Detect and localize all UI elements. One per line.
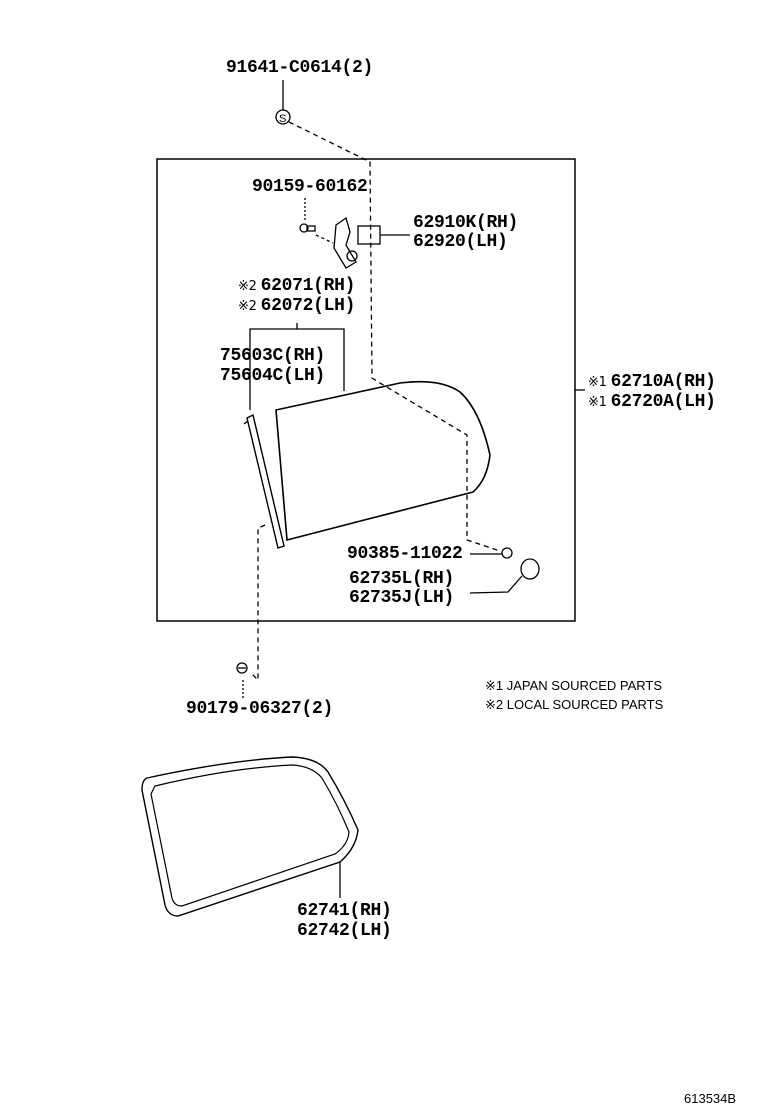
note-local-sourced: ※2 LOCAL SOURCED PARTS	[485, 697, 664, 712]
label-clip: 90385-11022	[347, 544, 463, 564]
drawing-stroke	[358, 226, 380, 244]
label-hinge-lh: 62920(LH)	[413, 232, 508, 252]
clip-bottom-icon	[237, 663, 247, 673]
label-cushion-rh: 62735L(RH)	[349, 569, 455, 589]
label-weatherstrip-rh: 62741(RH)	[297, 901, 392, 921]
label-glass-local-lh	[238, 297, 355, 316]
label-hinge-rh: 62910K(RH)	[413, 213, 519, 233]
label-clip-bottom: 90179-06327(2)	[186, 699, 334, 719]
note-japan-sourced: ※1 JAPAN SOURCED PARTS	[485, 678, 663, 693]
quarter-glass	[276, 382, 490, 540]
weatherstrip	[142, 757, 358, 916]
leader-line	[470, 576, 522, 593]
mark-1: ※1	[588, 395, 607, 410]
part-number: 62710A(RH)	[610, 372, 716, 392]
label-screw-top: 91641-C0614(2)	[226, 58, 374, 78]
mark-2: ※2	[238, 279, 257, 294]
cushion-icon	[521, 559, 539, 579]
dashed-guide-left	[250, 525, 265, 680]
label-glass-japan-rh	[588, 373, 716, 392]
label-molding-lh: 75604C(LH)	[220, 366, 326, 386]
part-number: 62071(RH)	[260, 276, 356, 296]
label-screw-inner: 90159-60162	[252, 177, 368, 197]
mark-2: ※2	[238, 299, 257, 314]
part-number: 62720A(LH)	[610, 392, 716, 412]
label-cushion-lh: 62735J(LH)	[349, 588, 455, 608]
figure-code: 613534B	[684, 1091, 737, 1106]
mark-1: ※1	[588, 375, 607, 390]
clip-icon	[502, 548, 512, 558]
screw-icon	[300, 224, 315, 232]
label-weatherstrip-lh: 62742(LH)	[297, 921, 392, 941]
hinge-icon	[334, 218, 380, 268]
label-glass-local-rh	[238, 277, 355, 296]
part-number: 62072(LH)	[260, 296, 356, 316]
label-molding-rh: 75603C(RH)	[220, 346, 326, 366]
drawing-stroke	[151, 765, 349, 906]
leader-line	[316, 235, 333, 243]
label-glass-japan-lh	[588, 393, 716, 412]
s-symbol-text: S	[279, 113, 287, 125]
